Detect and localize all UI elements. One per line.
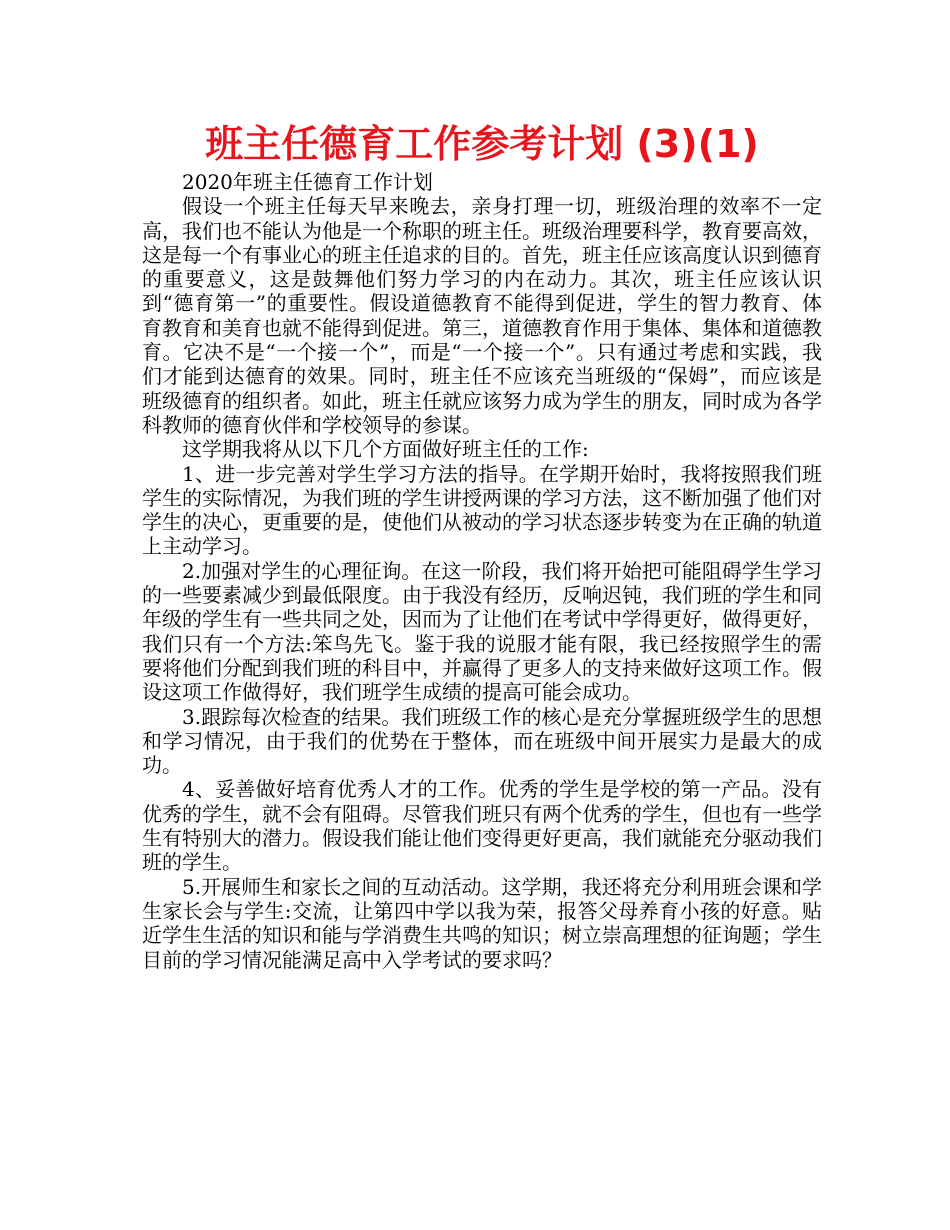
document-page: [142, 118, 822, 972]
paragraph-item-5: 5.开展师生和家长之间的互动活动。这学期，我还将充分利用班会课和学生家长会与学生:交流，让第四中学以我为荣，报答父母养育小孩的好意。贴近学生生活的知识和能与学消费生共鸣的知识；树立崇高理想的征询题；学生目前的学习情况能满足高中入学考试的要求吗？: [142, 874, 822, 972]
paragraph-item-3: 3.跟踪每次检查的结果。我们班级工作的核心是充分掌握班级学生的思想和学习情况，由于我们的优势在于整体，而在班级中间开展实力是最大的成功。: [142, 704, 822, 778]
paragraph-item-1: 1、进一步完善对学生学习方法的指导。在学期开始时，我将按照我们班学生的实际情况，为我们班的学生讲授两课的学习方法，这不断加强了他们对学生的决心，更重要的是，使他们从被动的学习状态逐步转变为在正确的轨道上主动学习。: [142, 461, 822, 559]
paragraph-item-2: 2.加强对学生的心理征询。在这一阶段，我们将开始把可能阻碍学生学习的一些要素减少到最低限度。由于我没有经历，反响迟钝，我们班的学生和同年级的学生有一些共同之处，因而为了让他们在考试中学得更好，做得更好，我们只有一个方法:笨鸟先飞。鉴于我的说服才能有限，我已经按照学生的需要将他们分配到我们班的科目中，并赢得了更多人的支持来做好这项工作。假设这项工作做得好，我们班学生成绩的提高可能会成功。: [142, 558, 822, 705]
paragraph-heading: 2020年班主任德育工作计划: [182, 170, 433, 194]
document-body: [142, 170, 822, 972]
paragraph-item-4: 4、妥善做好培育优秀人才的工作。优秀的学生是学校的第一产品。没有优秀的学生，就不会有阻碍。尽管我们班只有两个优秀的学生，但也有一些学生有特别大的潜力。假设我们能让他们变得更好更高，我们就能充分驱动我们班的学生。: [142, 777, 822, 875]
paragraph-intro: 假设一个班主任每天早来晚去，亲身打理一切，班级治理的效率不一定高，我们也不能认为他是一个称职的班主任。班级治理要科学，教育要高效，这是每一个有事业心的班主任追求的目的。首先，班主任应该高度认识到德育的重要意义，这是鼓舞他们努力学习的内在动力。其次，班主任应该认识到“德育第一”的重要性。假设道德教育不能得到促进，学生的智力教育、体育教育和美育也就不能得到促进。第三，道德教育作用于集体、集体和道德教育。它决不是“一个接一个”，而是“一个接一个”。只有通过考虑和实践，我们才能到达德育的效果。同时，班主任不应该充当班级的“保姆”，而应该是班级德育的组织者。如此，班主任就应该努力成为学生的朋友，同时成为各学科教师的德育伙伴和学校领导的参谋。: [142, 194, 822, 437]
document-title: 班主任德育工作参考计划 (3)(1): [205, 122, 759, 166]
paragraph-plan-lead: 这学期我将从以下几个方面做好班主任的工作:: [182, 437, 589, 462]
